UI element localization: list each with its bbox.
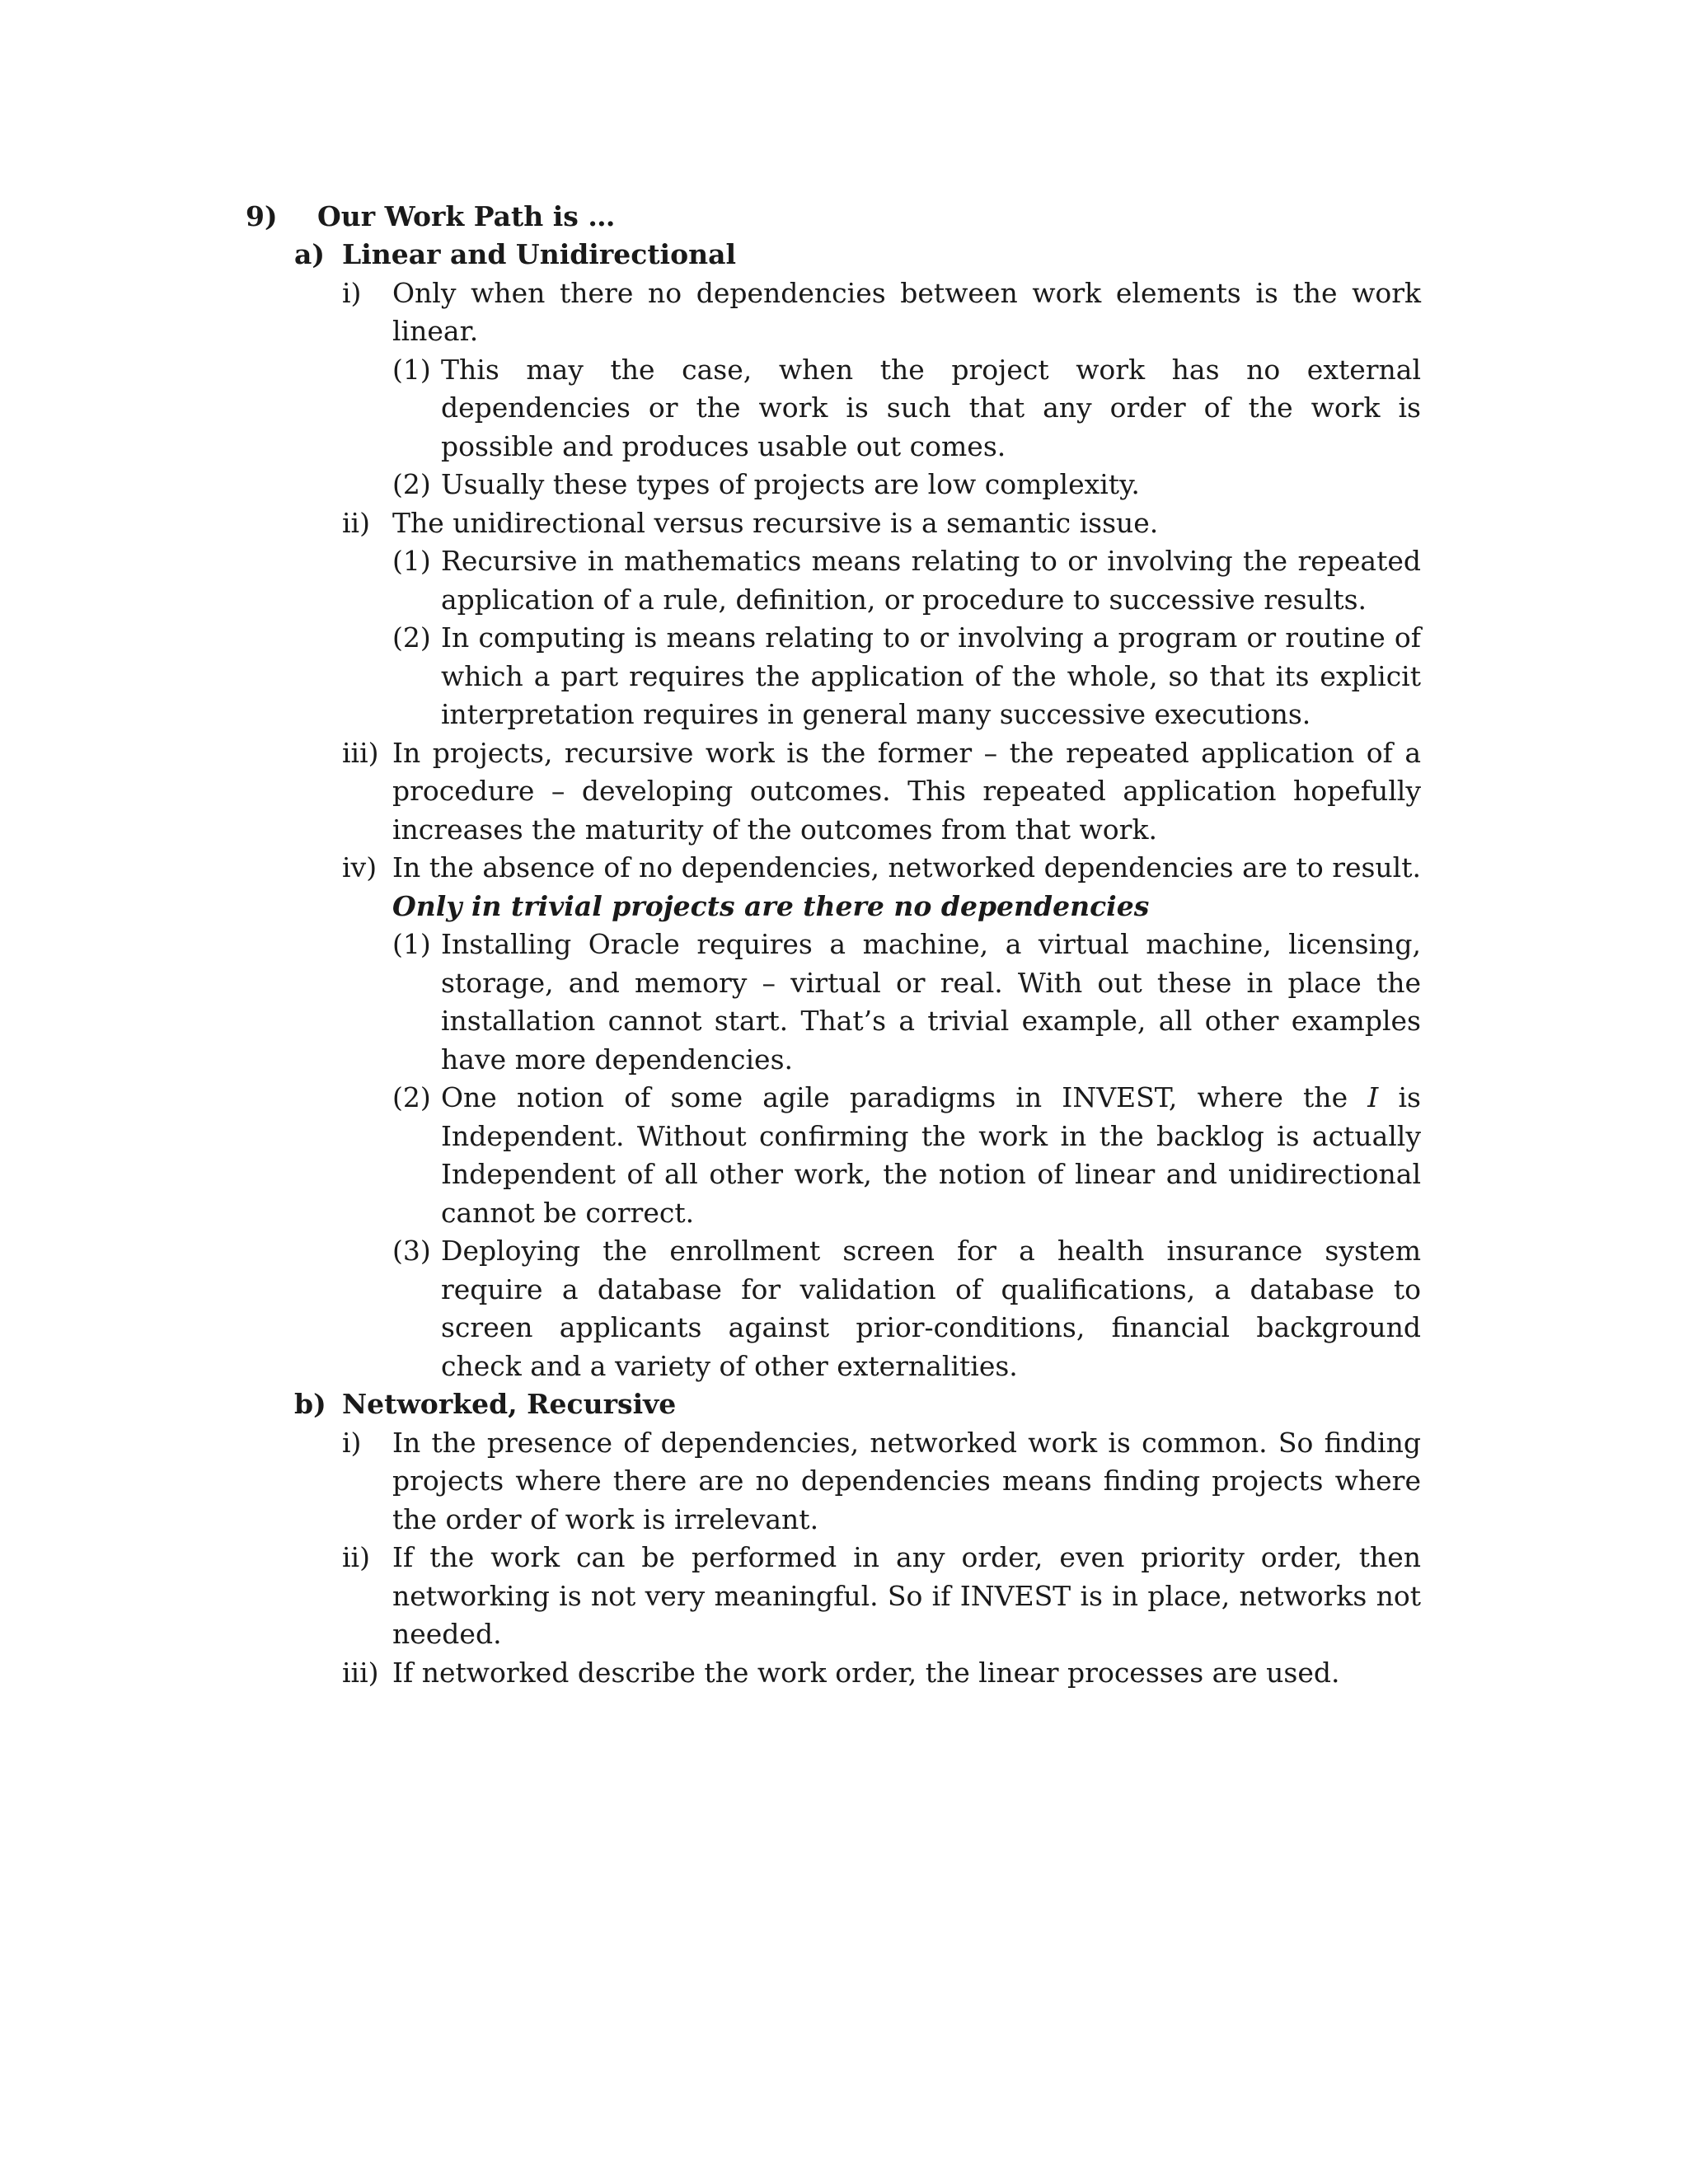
paragraph-line: In projects, recursive work is the former – the repeated application of a — [392, 737, 1421, 769]
paragraph-line: networking is not very meaningful. So if INVEST is in place, networks not — [392, 1580, 1421, 1612]
text-span: One notion of some agile paradigms in INVEST, where the — [441, 1081, 1348, 1113]
item-marker: (1) — [392, 928, 431, 960]
paragraph-line: procedure – developing outcomes. This repeated application hopefully — [392, 775, 1421, 807]
paragraph-line: This may the case, when the project work has no external — [441, 354, 1421, 386]
paragraph-line: interpretation requires in general many successive executions. — [441, 698, 1311, 730]
paragraph-line — [441, 1079, 1421, 1118]
item-marker: (2) — [392, 1081, 431, 1113]
paragraph-line: Installing Oracle requires a machine, a virtual machine, licensing, — [441, 928, 1421, 960]
item-marker: i) — [342, 1427, 362, 1459]
paragraph-line: Only when there no dependencies between work elements is the work — [392, 277, 1421, 309]
section-title: Our Work Path is … — [317, 200, 616, 232]
section-number: 9) — [246, 200, 278, 232]
item-marker: i) — [342, 277, 362, 309]
paragraph-line: In computing is means relating to or involving a program or routine of — [441, 621, 1421, 654]
paragraph-line: The unidirectional versus recursive is a semantic issue. — [392, 507, 1159, 539]
paragraph-line: screen applicants against prior-conditions, financial background — [441, 1311, 1421, 1343]
text-span: is — [1398, 1081, 1421, 1113]
paragraph-line: Deploying the enrollment screen for a health insurance system — [441, 1235, 1421, 1267]
paragraph-line: Independent. Without confirming the work in the backlog is actually — [441, 1120, 1421, 1152]
item-marker: (2) — [392, 468, 431, 500]
paragraph-line: check and a variety of other externalities. — [441, 1350, 1018, 1382]
item-marker: ii) — [342, 1541, 370, 1573]
subsection-a-label: a) — [294, 238, 325, 270]
item-marker: ii) — [342, 507, 370, 539]
paragraph-line: projects where there are no dependencies means finding projects where — [392, 1465, 1421, 1497]
paragraph-line: If the work can be performed in any order, even priority order, then — [392, 1541, 1421, 1573]
paragraph-line: dependencies or the work is such that any order of the work is — [441, 391, 1421, 424]
subsection-a-title: Linear and Unidirectional — [342, 238, 737, 270]
subsection-b-title: Networked, Recursive — [342, 1388, 677, 1420]
item-marker: (1) — [392, 354, 431, 386]
paragraph-line: possible and produces usable out comes. — [441, 430, 1006, 462]
paragraph-line: In the absence of no dependencies, networked dependencies are to result. — [392, 851, 1421, 883]
paragraph-line: which a part requires the application of the whole, so that its explicit — [441, 660, 1421, 692]
paragraph-line: have more dependencies. — [441, 1043, 794, 1076]
item-marker: iii) — [342, 737, 379, 769]
item-marker: iv) — [342, 851, 377, 883]
emphasis-line: Only in trivial projects are there no dependencies — [392, 890, 1150, 922]
paragraph-line: In the presence of dependencies, networked work is common. So finding — [392, 1427, 1421, 1459]
paragraph-line: storage, and memory – virtual or real. With out these in place the — [441, 967, 1421, 999]
item-marker: (3) — [392, 1235, 431, 1267]
item-marker: (2) — [392, 621, 431, 654]
paragraph-line: installation cannot start. That’s a trivial example, all other examples — [441, 1005, 1421, 1037]
paragraph-line: Usually these types of projects are low complexity. — [441, 468, 1140, 500]
item-marker: iii) — [342, 1657, 379, 1689]
item-marker: (1) — [392, 545, 431, 577]
paragraph-line: increases the maturity of the outcomes from that work. — [392, 813, 1157, 846]
paragraph-line: application of a rule, definition, or procedure to successive results. — [441, 583, 1367, 616]
paragraph-line: If networked describe the work order, the linear processes are used. — [392, 1657, 1340, 1689]
subsection-b-label: b) — [294, 1388, 326, 1420]
paragraph-line: require a database for validation of qualifications, a database to — [441, 1273, 1421, 1305]
paragraph-line: cannot be correct. — [441, 1197, 695, 1229]
paragraph-line: the order of work is irrelevant. — [392, 1503, 819, 1535]
paragraph-line: Recursive in mathematics means relating to or involving the repeated — [441, 545, 1421, 577]
paragraph-line: linear. — [392, 315, 479, 347]
paragraph-line: Independent of all other work, the notion of linear and unidirectional — [441, 1158, 1421, 1190]
paragraph-line: needed. — [392, 1618, 502, 1650]
italic-letter: I — [1367, 1081, 1379, 1113]
